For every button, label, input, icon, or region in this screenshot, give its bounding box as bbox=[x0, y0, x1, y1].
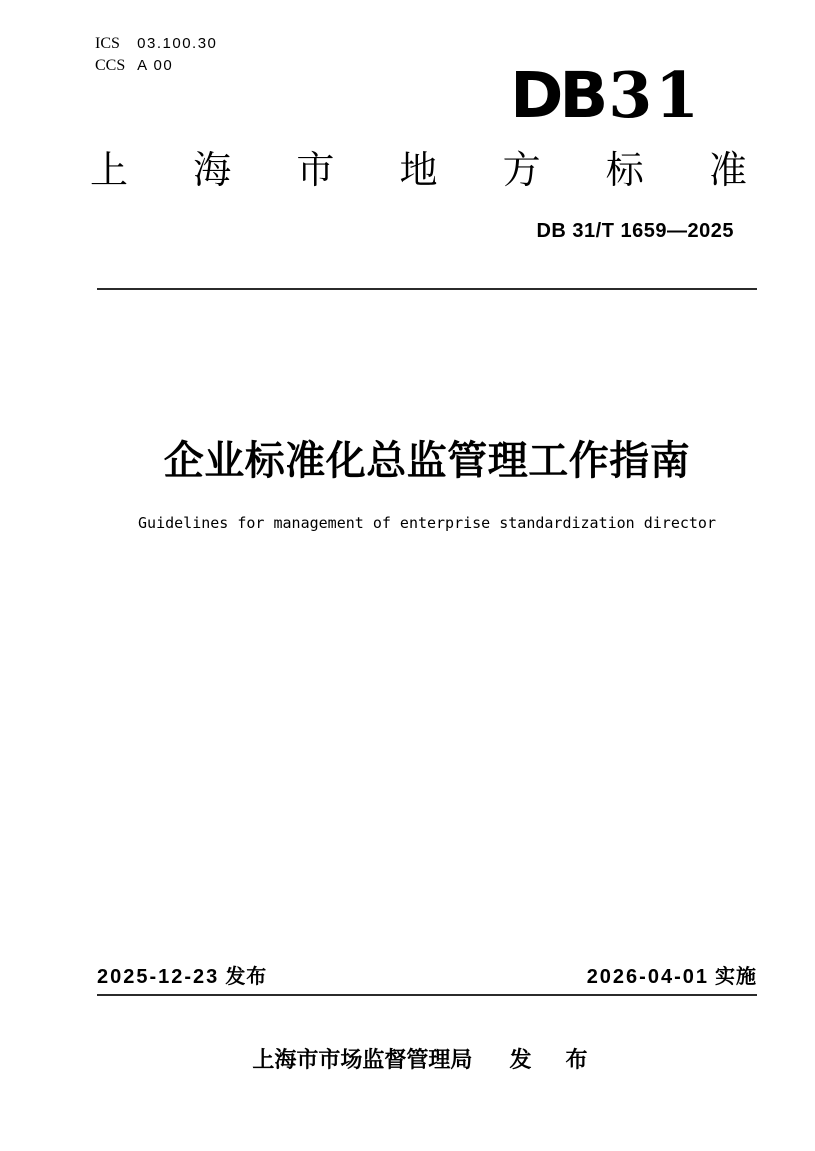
ics-value: 03.100.30 bbox=[137, 35, 218, 52]
ccs-line bbox=[95, 55, 217, 77]
classification-block bbox=[95, 33, 217, 77]
publish-label: 发 布 bbox=[509, 1047, 602, 1072]
issue-label: 发布 bbox=[225, 966, 268, 988]
standard-code: DB 31/T 1659—2025 bbox=[536, 220, 734, 242]
ccs-label: CCS bbox=[95, 57, 126, 74]
standard-type-char: 标 bbox=[605, 150, 644, 192]
publisher-row bbox=[97, 1046, 757, 1074]
ics-line bbox=[95, 33, 217, 55]
ccs-value: A 00 bbox=[137, 57, 174, 74]
standard-type-title bbox=[90, 149, 747, 193]
implement-label: 实施 bbox=[715, 966, 757, 988]
header-divider bbox=[97, 288, 757, 290]
standard-type-char: 上 bbox=[90, 150, 129, 192]
implement-date: 2026-04-01 bbox=[586, 966, 709, 988]
standard-type-char: 方 bbox=[502, 150, 541, 192]
db31-logo-number: 31 bbox=[608, 58, 702, 132]
footer-divider bbox=[97, 994, 757, 996]
standard-type-char: 准 bbox=[708, 150, 747, 192]
standard-type-char: 市 bbox=[296, 150, 335, 192]
document-title-zh: 企业标准化总监管理工作指南 bbox=[163, 439, 691, 483]
issue-date: 2025-12-23 bbox=[97, 966, 220, 988]
implement-date-group bbox=[587, 964, 757, 990]
dates-row bbox=[97, 964, 757, 990]
issue-date-group bbox=[97, 964, 267, 990]
document-title-en: Guidelines for management of enterprise standardization director bbox=[138, 514, 716, 532]
publisher-name: 上海市市场监督管理局 bbox=[252, 1047, 473, 1072]
db31-logo-letters: DB bbox=[510, 59, 605, 132]
standard-type-char: 海 bbox=[193, 150, 232, 192]
ics-label: ICS bbox=[95, 35, 120, 52]
standard-type-char: 地 bbox=[399, 150, 438, 192]
db31-logo bbox=[510, 58, 702, 145]
